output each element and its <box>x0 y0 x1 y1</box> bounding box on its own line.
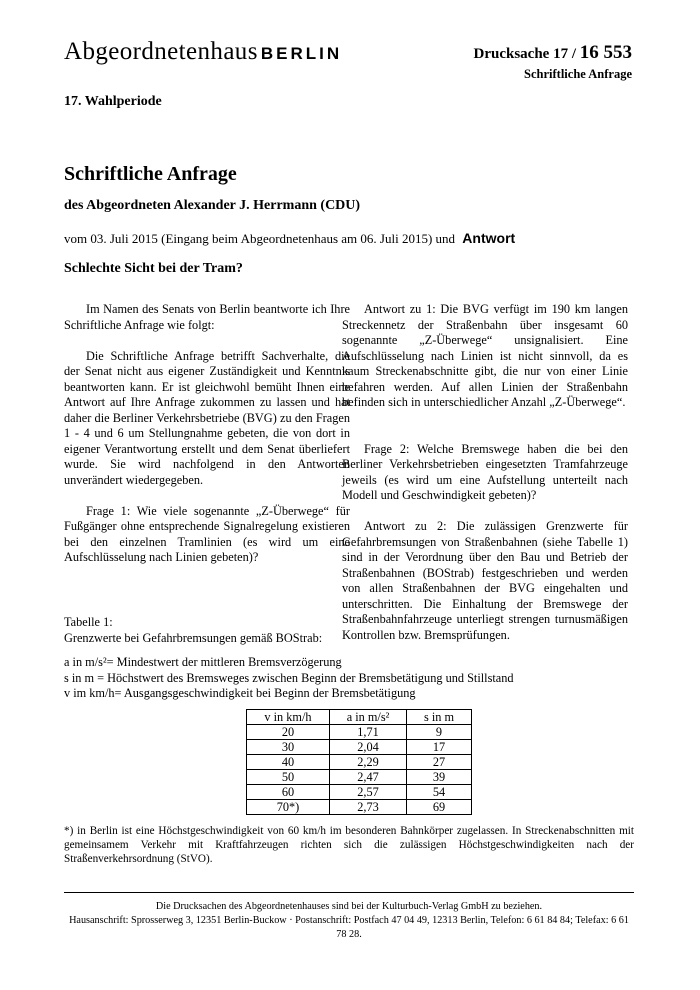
table-cell: 40 <box>247 755 330 770</box>
table-cell: 2,73 <box>330 800 407 815</box>
paragraph: Antwort zu 1: Die BVG verfügt im 190 km langen Streckennetz der Straßenbahn über insgesamt 60 sogenannte „Z-Überwege“ unsignalisiert. Eine Aufschlüsselung nach Linien ist nicht sinnvoll, da es kaum Streckenabschnitte gibt, die nur von einer Linie befahren werden. Auf allen Linien der Straßenbahn befinden sich in unterschiedlicher Anzahl „Z-Überwege“. <box>342 302 628 409</box>
table-label: Tabelle 1: <box>64 615 113 629</box>
paragraph: Die Schriftliche Anfrage betrifft Sachverhalte, die der Senat nicht aus eigener Zuständigkeit und Kenntnis beantworten kann. Er ist gleichwohl bemüht Ihnen eine Antwort auf Ihre Anfrage zukommen zu lassen und hat daher die Berliner Verkehrsbetriebe (BVG) zu den Fragen 1 - 4 und 6 um Stellungnahme gebeten, die von dort in eigener Verantwortung erstellt und dem Senat überliefert wurde. Sie wird nachfolgend in den Antworten unverändert wiedergegeben. <box>64 348 350 487</box>
brand-name: Abgeordnetenhaus <box>64 38 258 65</box>
page-title: Schriftliche Anfrage <box>64 163 237 185</box>
table-cell: 69 <box>407 800 472 815</box>
table-cell: 20 <box>247 725 330 740</box>
brand-city: BERLIN <box>260 44 343 63</box>
drucksache-value: 16 553 <box>579 42 632 63</box>
parliament-logo <box>64 38 342 66</box>
table-title: Grenzwerte bei Gefahrbremsungen gemäß BOStrab: <box>64 630 323 645</box>
table-row <box>247 725 472 740</box>
table-cell: 60 <box>247 785 330 800</box>
column-header: a in m/s² <box>330 710 407 725</box>
date-text: vom 03. Juli 2015 (Eingang beim Abgeordnetenhaus am 06. Juli 2015) und <box>64 231 456 246</box>
drucksache-label: Drucksache 17 / <box>473 46 576 62</box>
table-cell: 1,71 <box>330 725 407 740</box>
table-cell: 27 <box>407 755 472 770</box>
table-header-row <box>247 710 472 725</box>
table-cell: 50 <box>247 770 330 785</box>
paragraph: Antwort zu 2: Die zulässigen Grenzwerte für Gefahrbremsungen von Straßenbahnen (siehe Tabelle 1) sind in der Verordnung über den Bau und Betrieb der Straßenbahnen (BOStrab) festgeschrieben und werden von allen Straßenbahnen der BVG eingehalten und unterschritten. Die Einhaltung der Bremswege der Straßenbahnfahrzeuge unterliegt strengen turnusmäßigen Kontrollen bzw. Bremsprüfungen. <box>342 519 628 642</box>
table-cell: 2,29 <box>330 755 407 770</box>
legend-line: s in m = Höchstwert des Bremsweges zwischen Beginn der Bremsbetätigung und Stillstand <box>64 670 514 685</box>
table-cell: 70*) <box>247 800 330 815</box>
author-line: des Abgeordneten Alexander J. Herrmann (CDU) <box>64 198 361 213</box>
table-cell: 2,47 <box>330 770 407 785</box>
table-caption <box>64 615 634 646</box>
braking-limits-table <box>246 709 472 815</box>
table-row <box>247 770 472 785</box>
drucksache-number <box>474 42 633 64</box>
table-cell: 2,57 <box>330 785 407 800</box>
doc-type: Schriftliche Anfrage <box>524 67 632 81</box>
legislative-period: 17. Wahlperiode <box>64 94 162 109</box>
table-row <box>247 740 472 755</box>
table-cell: 2,04 <box>330 740 407 755</box>
column-header: s in m <box>407 710 472 725</box>
paragraph: Frage 1: Wie viele sogenannte „Z-Überwege“ für Fußgänger ohne entsprechende Signalregelung existieren bei den einzelnen Tramlinien (es wird um eine Aufschlüsselung nach Linien gebeten)? <box>64 503 350 564</box>
footnote: *) in Berlin ist eine Höchstgeschwindigkeit von 60 km/h im besonderen Bahnkörper zugelassen. In Streckenabschnitten mit gemeinsamem Verkehr mit Kraftfahrzeugen richten sich die zulässigen Höchstgeschwindigkeiten nach der Straßenverkehrsordnung (StVO). <box>64 825 634 865</box>
table-row <box>247 785 472 800</box>
footer-line: Die Drucksachen des Abgeordnetenhauses sind bei der Kulturbuch-Verlag GmbH zu beziehen. <box>155 901 543 912</box>
column-header: v in km/h <box>247 710 330 725</box>
table-cell: 39 <box>407 770 472 785</box>
table-row <box>247 755 472 770</box>
table-cell: 17 <box>407 740 472 755</box>
table-legend <box>64 655 634 702</box>
page-footer <box>64 892 634 942</box>
answer-label: Antwort <box>462 230 516 246</box>
legend-line: a in m/s²= Mindestwert der mittleren Bremsverzögerung <box>64 655 342 669</box>
right-column <box>342 302 628 659</box>
footer-line: Hausanschrift: Sprosserweg 3, 12351 Berlin-Buckow · Postanschrift: Postfach 47 04 49, 12313 Berlin, Telefon: 6 61 84 84; Telefax: 6 61 78 28. <box>69 915 629 940</box>
legend-line: v im km/h= Ausgangsgeschwindigkeit bei Beginn der Bremsbetätigung <box>64 686 416 700</box>
paragraph: Im Namen des Senats von Berlin beantworte ich Ihre Schriftliche Anfrage wie folgt: <box>64 302 350 332</box>
table-row <box>247 800 472 815</box>
paragraph: Frage 2: Welche Bremswege haben die bei den Berliner Verkehrsbetrieben eingesetzten Tramfahrzeuge jeweils (es wird um eine Aufstellung unterteilt nach Modell und Geschwindigkeit gebeten)? <box>342 441 628 502</box>
subject-line: Schlechte Sicht bei der Tram? <box>64 261 243 276</box>
table-cell: 30 <box>247 740 330 755</box>
table-cell: 9 <box>407 725 472 740</box>
table-cell: 54 <box>407 785 472 800</box>
date-line <box>64 230 515 247</box>
left-column <box>64 302 350 581</box>
